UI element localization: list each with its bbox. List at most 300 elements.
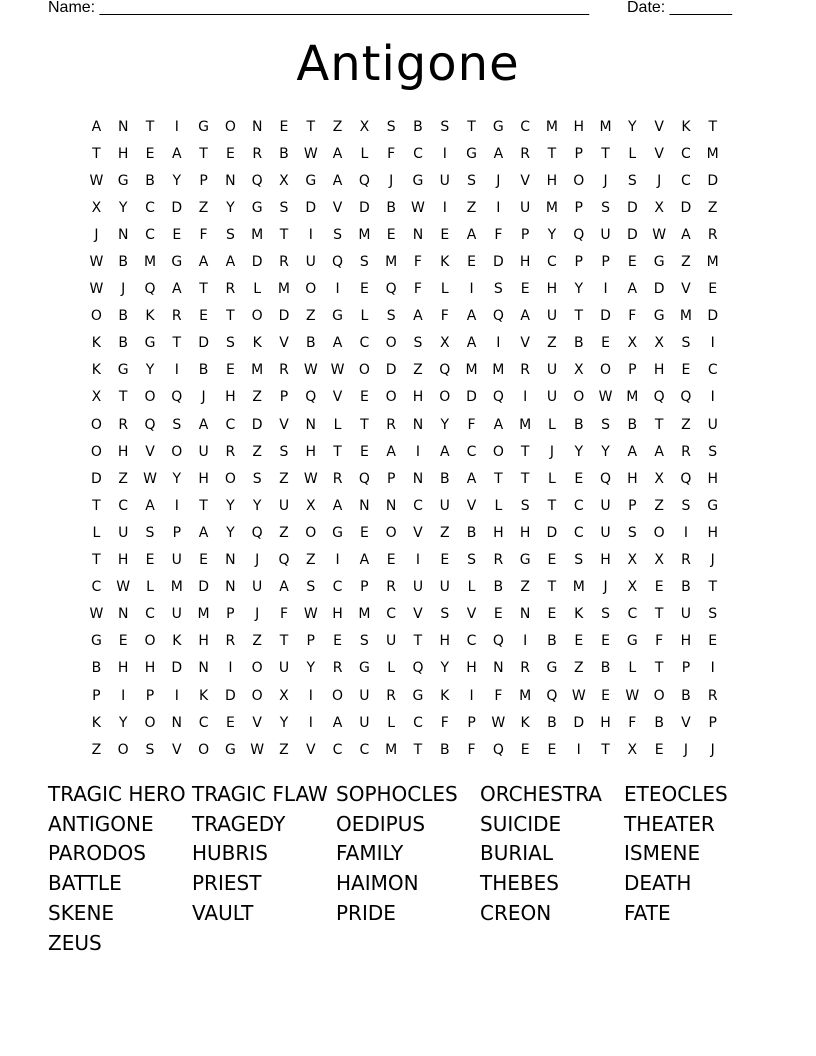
grid-letter: D [492, 254, 504, 271]
grid-letter: Y [252, 497, 262, 514]
grid-letter: W [411, 199, 425, 216]
grid-letter: U [278, 660, 290, 677]
word-list-item: VAULT [192, 901, 254, 926]
grid-letter: Y [226, 497, 235, 514]
grid-letter: C [359, 335, 370, 352]
grid-letter: Z [279, 741, 289, 758]
grid-letter: O [224, 470, 236, 487]
grid-letter: H [117, 443, 129, 460]
grid-letter: B [145, 172, 155, 189]
grid-letter: P [681, 660, 691, 677]
grid-letter: E [708, 281, 718, 298]
grid-letter: A [332, 145, 343, 162]
grid-letter: X [279, 687, 289, 704]
grid-letter: E [199, 308, 209, 325]
grid-letter: X [627, 552, 638, 569]
grid-letter: O [198, 741, 210, 758]
grid-letter: Q [546, 687, 558, 704]
grid-letter: O [251, 308, 263, 325]
grid-letter: O [90, 443, 102, 460]
grid-letter: T [199, 497, 208, 514]
grid-letter: Q [573, 226, 585, 243]
grid-letter: T [199, 145, 208, 162]
grid-letter: X [654, 552, 664, 569]
grid-letter: R [225, 633, 236, 650]
grid-letter: W [89, 606, 104, 623]
grid-letter: G [90, 633, 102, 650]
grid-letter: C [386, 606, 397, 623]
grid-letter: Y [306, 660, 316, 677]
grid-letter: A [627, 443, 638, 460]
grid-letter: V [332, 389, 343, 406]
grid-letter: Q [278, 552, 290, 569]
word-list-item: ISMENE [624, 841, 701, 866]
grid-letter: M [545, 118, 558, 135]
grid-letter: K [574, 606, 584, 623]
grid-letter: D [600, 308, 611, 325]
grid-letter: U [707, 416, 718, 433]
grid-letter: S [467, 552, 476, 569]
grid-letter: S [708, 443, 718, 460]
grid-letter: H [546, 281, 558, 298]
grid-letter: V [520, 335, 530, 352]
grid-letter: U [600, 497, 611, 514]
grid-letter: T [654, 606, 664, 623]
grid-letter: E [681, 362, 691, 379]
grid-letter: S [359, 254, 369, 271]
grid-letter: N [117, 226, 129, 243]
grid-letter: N [225, 552, 236, 569]
grid-letter: S [681, 335, 691, 352]
grid-letter: V [332, 199, 343, 216]
grid-letter: E [520, 281, 530, 298]
grid-letter: D [707, 172, 719, 189]
grid-letter: I [415, 443, 421, 460]
word-list-item: ORCHESTRA [480, 781, 602, 806]
word-list-item: ZEUS [48, 930, 102, 955]
grid-letter: D [546, 524, 558, 541]
grid-letter: J [389, 172, 394, 189]
grid-letter: A [359, 552, 370, 569]
grid-letter: K [681, 118, 691, 135]
grid-letter: M [706, 254, 719, 271]
grid-letter: A [172, 281, 182, 298]
grid-letter: X [627, 741, 638, 758]
grid-letter: A [627, 281, 638, 298]
grid-letter: H [519, 254, 531, 271]
grid-letter: R [386, 579, 397, 596]
grid-letter: R [707, 226, 718, 243]
grid-letter: J [603, 172, 608, 189]
grid-letter: H [305, 443, 317, 460]
grid-letter: M [170, 579, 183, 596]
grid-letter: Q [171, 389, 183, 406]
grid-letter: V [145, 443, 155, 460]
grid-letter: N [225, 172, 236, 189]
grid-letter: R [118, 416, 129, 433]
grid-letter: A [198, 524, 209, 541]
grid-letter: C [413, 145, 423, 162]
grid-letter: F [413, 281, 422, 298]
grid-letter: R [386, 687, 397, 704]
grid-letter: G [144, 335, 156, 352]
grid-letter: I [308, 714, 313, 731]
grid-letter: R [279, 362, 289, 379]
grid-letter: D [653, 281, 665, 298]
grid-letter: L [548, 470, 556, 487]
grid-letter: T [413, 741, 423, 758]
grid-letter: K [198, 687, 209, 704]
grid-letter: G [198, 118, 210, 135]
grid-letter: W [303, 362, 318, 379]
grid-letter: E [172, 226, 182, 243]
grid-letter: L [467, 579, 476, 596]
grid-letter: O [171, 443, 183, 460]
grid-letter: P [708, 714, 717, 731]
grid-letter: G [626, 633, 638, 650]
grid-letter: C [332, 741, 343, 758]
grid-letter: D [91, 470, 102, 487]
grid-letter: H [117, 552, 129, 569]
grid-letter: A [520, 308, 530, 325]
grid-letter: B [600, 660, 611, 677]
grid-letter: H [707, 470, 718, 487]
grid-letter: T [547, 579, 557, 596]
grid-letter: G [305, 172, 317, 189]
grid-letter: O [358, 362, 370, 379]
grid-letter: P [306, 633, 315, 650]
grid-letter: D [251, 254, 263, 271]
grid-letter: J [657, 172, 662, 189]
grid-letter: X [627, 579, 638, 596]
grid-letter: N [198, 660, 209, 677]
grid-letter: U [252, 579, 263, 596]
grid-letter: L [628, 660, 637, 677]
word-list-item: HUBRIS [192, 841, 268, 866]
header [48, 0, 748, 20]
grid-letter: J [201, 389, 206, 406]
grid-letter: A [225, 254, 236, 271]
grid-letter: Z [466, 199, 477, 216]
grid-letter: I [415, 552, 421, 569]
word-list-item: PRIDE [336, 901, 396, 926]
grid-letter: U [546, 362, 558, 379]
grid-letter: Q [492, 741, 504, 758]
grid-letter: O [144, 389, 156, 406]
grid-letter: T [145, 118, 155, 135]
grid-letter: E [440, 552, 450, 569]
word-list [48, 779, 768, 958]
grid-letter: T [92, 145, 101, 162]
grid-letter: R [520, 362, 531, 379]
grid-letter: X [627, 335, 638, 352]
grid-letter: E [601, 687, 610, 704]
grid-letter: W [598, 389, 613, 406]
grid-letter: E [359, 389, 369, 406]
grid-letter: C [627, 606, 638, 623]
word-list-item: OEDIPUS [336, 811, 426, 836]
grid-letter: Q [358, 172, 370, 189]
grid-letter: E [145, 552, 155, 569]
grid-letter: Z [654, 497, 664, 514]
grid-letter: K [440, 254, 450, 271]
grid-letter: E [601, 633, 610, 650]
grid-letter: L [628, 145, 637, 162]
grid-letter: D [171, 199, 183, 216]
grid-letter: A [493, 145, 504, 162]
grid-letter: I [121, 687, 126, 704]
grid-letter: E [225, 362, 235, 379]
grid-letter: E [520, 741, 530, 758]
grid-letter: X [279, 172, 289, 189]
grid-letter: D [251, 416, 263, 433]
grid-letter: C [466, 633, 477, 650]
grid-letter: X [573, 362, 584, 379]
grid-letter: U [439, 497, 450, 514]
grid-letter: O [385, 524, 397, 541]
word-list-item: PRIEST [192, 871, 262, 896]
grid-letter: S [145, 524, 155, 541]
grid-letter: A [332, 172, 343, 189]
grid-letter: D [680, 199, 692, 216]
grid-letter: W [116, 579, 131, 596]
grid-letter: N [359, 497, 370, 514]
grid-letter: B [547, 633, 557, 650]
grid-letter: A [279, 579, 289, 596]
grid-letter: O [117, 741, 129, 758]
grid-letter: C [198, 714, 209, 731]
grid-letter: X [359, 118, 370, 135]
word-list-item: TRAGEDY [192, 811, 286, 836]
grid-letter: W [491, 714, 506, 731]
grid-letter: Q [385, 281, 397, 298]
grid-letter: C [359, 741, 370, 758]
grid-letter: U [359, 687, 370, 704]
grid-letter: S [225, 226, 235, 243]
grid-letter: Y [279, 714, 289, 731]
grid-letter: S [601, 199, 610, 216]
grid-letter: H [117, 145, 129, 162]
grid-letter: C [466, 443, 477, 460]
grid-letter: R [681, 552, 691, 569]
grid-letter: O [385, 389, 397, 406]
grid-letter: L [333, 416, 342, 433]
grid-letter: C [573, 497, 584, 514]
grid-letter: T [92, 497, 101, 514]
grid-letter: W [143, 470, 157, 487]
grid-letter: I [308, 687, 313, 704]
grid-letter: N [251, 118, 263, 135]
grid-letter: C [91, 579, 102, 596]
grid-letter: U [600, 226, 611, 243]
grid-letter: J [549, 443, 555, 460]
grid-letter: Z [573, 660, 584, 677]
grid-letter: I [710, 389, 715, 406]
grid-letter: Z [707, 199, 718, 216]
grid-letter: T [654, 660, 664, 677]
grid-letter: S [627, 524, 637, 541]
grid-letter: T [92, 552, 101, 569]
grid-letter: T [333, 443, 342, 460]
grid-letter: S [601, 416, 610, 433]
grid-letter: M [358, 226, 371, 243]
grid-letter: T [520, 443, 530, 460]
grid-letter: C [547, 254, 557, 271]
grid-letter: Z [252, 389, 262, 406]
grid-letter: P [574, 145, 583, 162]
grid-letter: I [308, 226, 313, 243]
grid-letter: M [358, 606, 371, 623]
grid-letter: D [707, 308, 719, 325]
grid-letter: V [279, 335, 289, 352]
grid-letter: P [467, 714, 476, 731]
grid-letter: Z [681, 416, 691, 433]
grid-letter: Y [145, 362, 155, 379]
grid-letter: M [465, 362, 478, 379]
grid-letter: E [359, 524, 369, 541]
word-list-item: HAIMON [336, 871, 419, 896]
grid-letter: E [467, 254, 476, 271]
grid-letter: H [412, 389, 424, 406]
grid-letter: R [332, 660, 343, 677]
grid-letter: Z [198, 199, 209, 216]
grid-letter: H [707, 524, 718, 541]
grid-letter: V [466, 497, 477, 514]
grid-letter: M [385, 254, 398, 271]
word-list-item: FAMILY [336, 841, 404, 866]
grid-letter: H [439, 633, 451, 650]
grid-letter: R [332, 470, 343, 487]
grid-letter: S [306, 579, 316, 596]
grid-letter: G [546, 660, 558, 677]
grid-letter: A [466, 470, 477, 487]
grid-letter: C [681, 172, 691, 189]
grid-letter: X [305, 497, 316, 514]
grid-letter: I [469, 281, 474, 298]
grid-letter: B [118, 254, 128, 271]
grid-letter: G [171, 254, 183, 271]
grid-letter: Z [520, 579, 530, 596]
word-list-item: BURIAL [480, 841, 553, 866]
grid-letter: P [172, 524, 182, 541]
grid-letter: H [198, 633, 209, 650]
grid-letter: Z [279, 470, 289, 487]
grid-letter: B [466, 524, 477, 541]
grid-letter: Q [439, 362, 451, 379]
grid-letter: Q [600, 470, 612, 487]
grid-letter: O [332, 687, 344, 704]
grid-letter: P [360, 579, 369, 596]
grid-letter: L [253, 281, 262, 298]
grid-letter: G [492, 118, 504, 135]
grid-letter: I [469, 687, 474, 704]
grid-letter: S [574, 552, 584, 569]
grid-letter: M [251, 226, 264, 243]
grid-letter: Y [574, 443, 584, 460]
grid-letter: Z [681, 254, 691, 271]
grid-letter: D [573, 714, 585, 731]
grid-letter: C [145, 606, 155, 623]
grid-letter: V [681, 714, 691, 731]
grid-letter: S [359, 633, 369, 650]
grid-letter: O [573, 172, 585, 189]
grid-letter: G [358, 660, 370, 677]
grid-letter: F [279, 606, 288, 623]
grid-letter: G [519, 552, 531, 569]
grid-letter: B [681, 687, 691, 704]
grid-letter: S [467, 172, 476, 189]
grid-letter: O [224, 118, 236, 135]
grid-letter: Z [305, 308, 316, 325]
grid-letter: U [171, 552, 182, 569]
grid-letter: O [305, 281, 317, 298]
grid-letter: Z [279, 524, 289, 541]
grid-letter: J [710, 741, 715, 758]
word-list-item: ANTIGONE [48, 811, 154, 836]
grid-letter: T [226, 308, 235, 325]
word-list-item: FATE [624, 901, 671, 926]
grid-letter: E [199, 552, 209, 569]
grid-letter: Y [628, 118, 637, 135]
grid-letter: Z [332, 118, 343, 135]
grid-letter: Q [332, 254, 344, 271]
grid-letter: V [413, 524, 423, 541]
grid-letter: A [332, 714, 343, 731]
grid-letter: J [683, 741, 688, 758]
grid-letter: F [467, 741, 476, 758]
grid-letter: E [440, 226, 450, 243]
word-list-item: SOPHOCLES [336, 781, 458, 806]
grid-letter: A [332, 335, 343, 352]
grid-letter: Z [413, 362, 423, 379]
grid-letter: P [601, 254, 610, 271]
grid-letter: P [386, 470, 396, 487]
grid-letter: D [385, 362, 397, 379]
grid-letter: C [332, 579, 343, 596]
word-list-item: SKENE [48, 901, 115, 926]
grid-letter: I [442, 199, 447, 216]
grid-letter: F [467, 416, 476, 433]
grid-letter: C [118, 497, 129, 514]
grid-letter: E [547, 741, 557, 758]
grid-letter: E [708, 633, 718, 650]
grid-letter: K [91, 362, 101, 379]
grid-letter: Y [226, 524, 235, 541]
grid-letter: U [600, 524, 611, 541]
grid-letter: Z [118, 470, 128, 487]
grid-letter: E [225, 714, 235, 731]
grid-letter: A [439, 443, 450, 460]
grid-letter: D [358, 199, 370, 216]
grid-letter: F [494, 226, 503, 243]
grid-letter: Y [118, 714, 128, 731]
grid-letter: S [493, 281, 503, 298]
grid-letter: V [681, 281, 691, 298]
grid-letter: E [279, 118, 289, 135]
grid-letter: Q [144, 416, 156, 433]
grid-letter: P [279, 389, 289, 406]
word-list-item: CREON [480, 901, 552, 926]
grid-letter: T [708, 118, 717, 135]
grid-letter: N [519, 606, 531, 623]
grid-letter: M [572, 579, 585, 596]
grid-letter: B [413, 118, 423, 135]
grid-letter: A [654, 443, 664, 460]
grid-letter: T [601, 741, 610, 758]
grid-letter: F [413, 254, 422, 271]
grid-letter: T [199, 281, 208, 298]
grid-letter: F [628, 308, 637, 325]
